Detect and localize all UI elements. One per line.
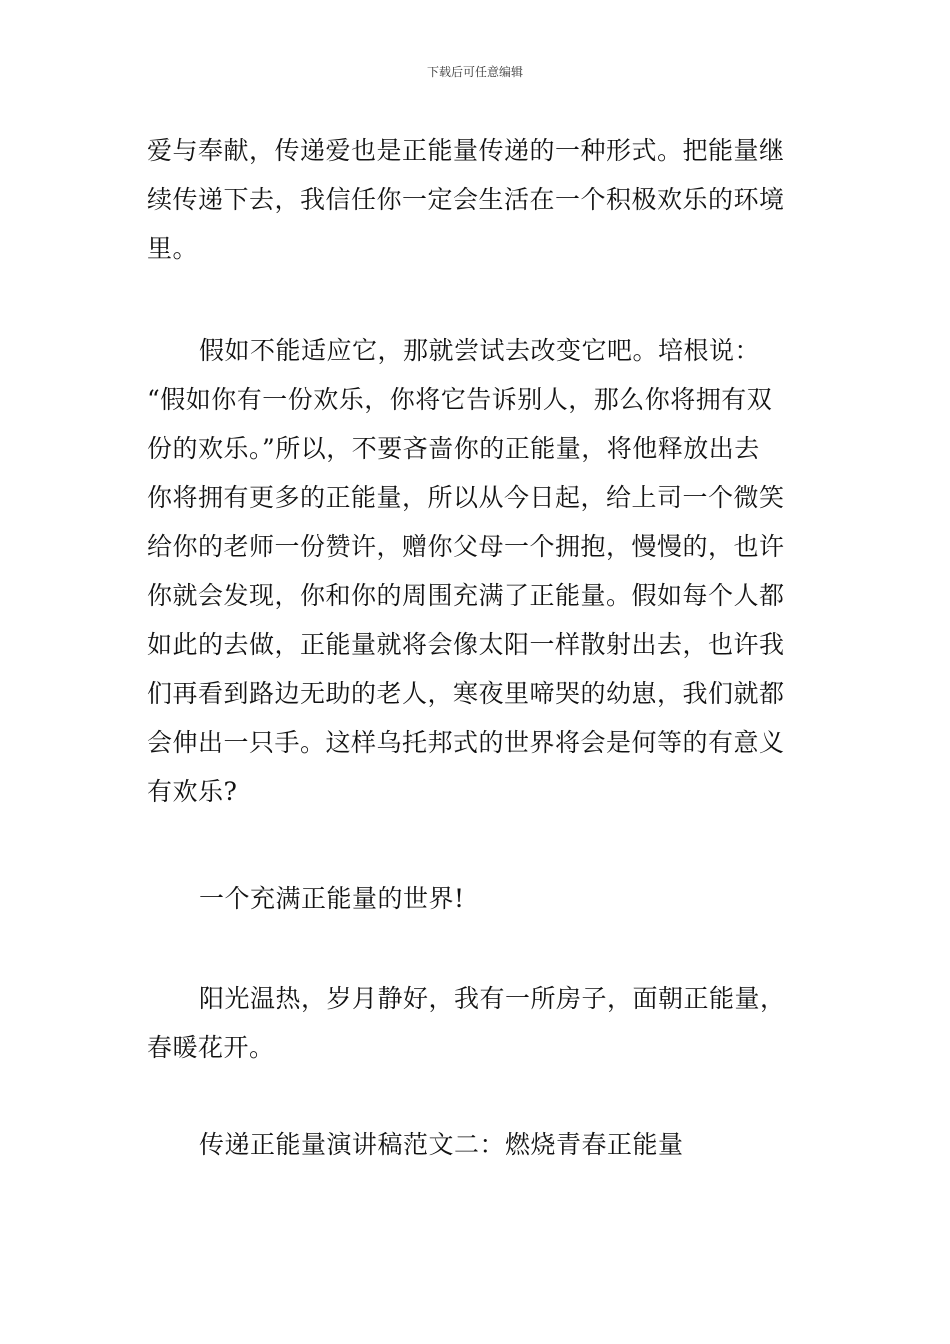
paragraph-4 bbox=[147, 974, 807, 1072]
text-line: 一个充满正能量的世界! bbox=[199, 884, 465, 913]
text-line: 假如不能适应它，那就尝试去改变它吧。培根说： bbox=[199, 336, 761, 365]
text-line: “假如你有一份欢乐，你将它告诉别人，那么你将拥有双 bbox=[147, 385, 773, 414]
text-line: 们再看到路边无助的老人，寒夜里啼哭的幼崽，我们就都 bbox=[147, 679, 785, 708]
text-line: 续传递下去，我信任你一定会生活在一个积极欢乐的环境 bbox=[147, 185, 785, 214]
paragraph-2 bbox=[147, 326, 807, 816]
text-line: 给你的老师一份赞许，赠你父母一个拥抱，慢慢的，也许 bbox=[147, 532, 785, 561]
text-line: 春暖花开。 bbox=[147, 1033, 275, 1062]
paragraph-1 bbox=[147, 126, 807, 273]
text-line: 爱与奉献，传递爱也是正能量传递的一种形式。把能量继 bbox=[147, 136, 785, 165]
text-line: 你就会发现，你和你的周围充满了正能量。假如每个人都 bbox=[147, 581, 785, 610]
text-line: 如此的去做，正能量就将会像太阳一样散射出去，也许我 bbox=[147, 630, 785, 659]
text-line: 阳光温热，岁月静好，我有一所房子，面朝正能量， bbox=[199, 984, 786, 1013]
text-line: 有欢乐? bbox=[147, 777, 238, 806]
text-line: 你将拥有更多的正能量，所以从今日起，给上司一个微笑 bbox=[147, 483, 785, 512]
section-heading bbox=[147, 1120, 807, 1169]
page-header-note: 下载后可任意编辑 bbox=[426, 65, 523, 79]
text-line: 传递正能量演讲稿范文二：燃烧青春正能量 bbox=[199, 1130, 684, 1159]
paragraph-3 bbox=[147, 874, 807, 923]
text-line: 份的欢乐。”所以，不要吝啬你的正能量，将他释放出去 bbox=[147, 434, 760, 463]
text-line: 里。 bbox=[147, 234, 199, 263]
text-line: 会伸出一只手。这样乌托邦式的世界将会是何等的有意义 bbox=[147, 728, 785, 757]
